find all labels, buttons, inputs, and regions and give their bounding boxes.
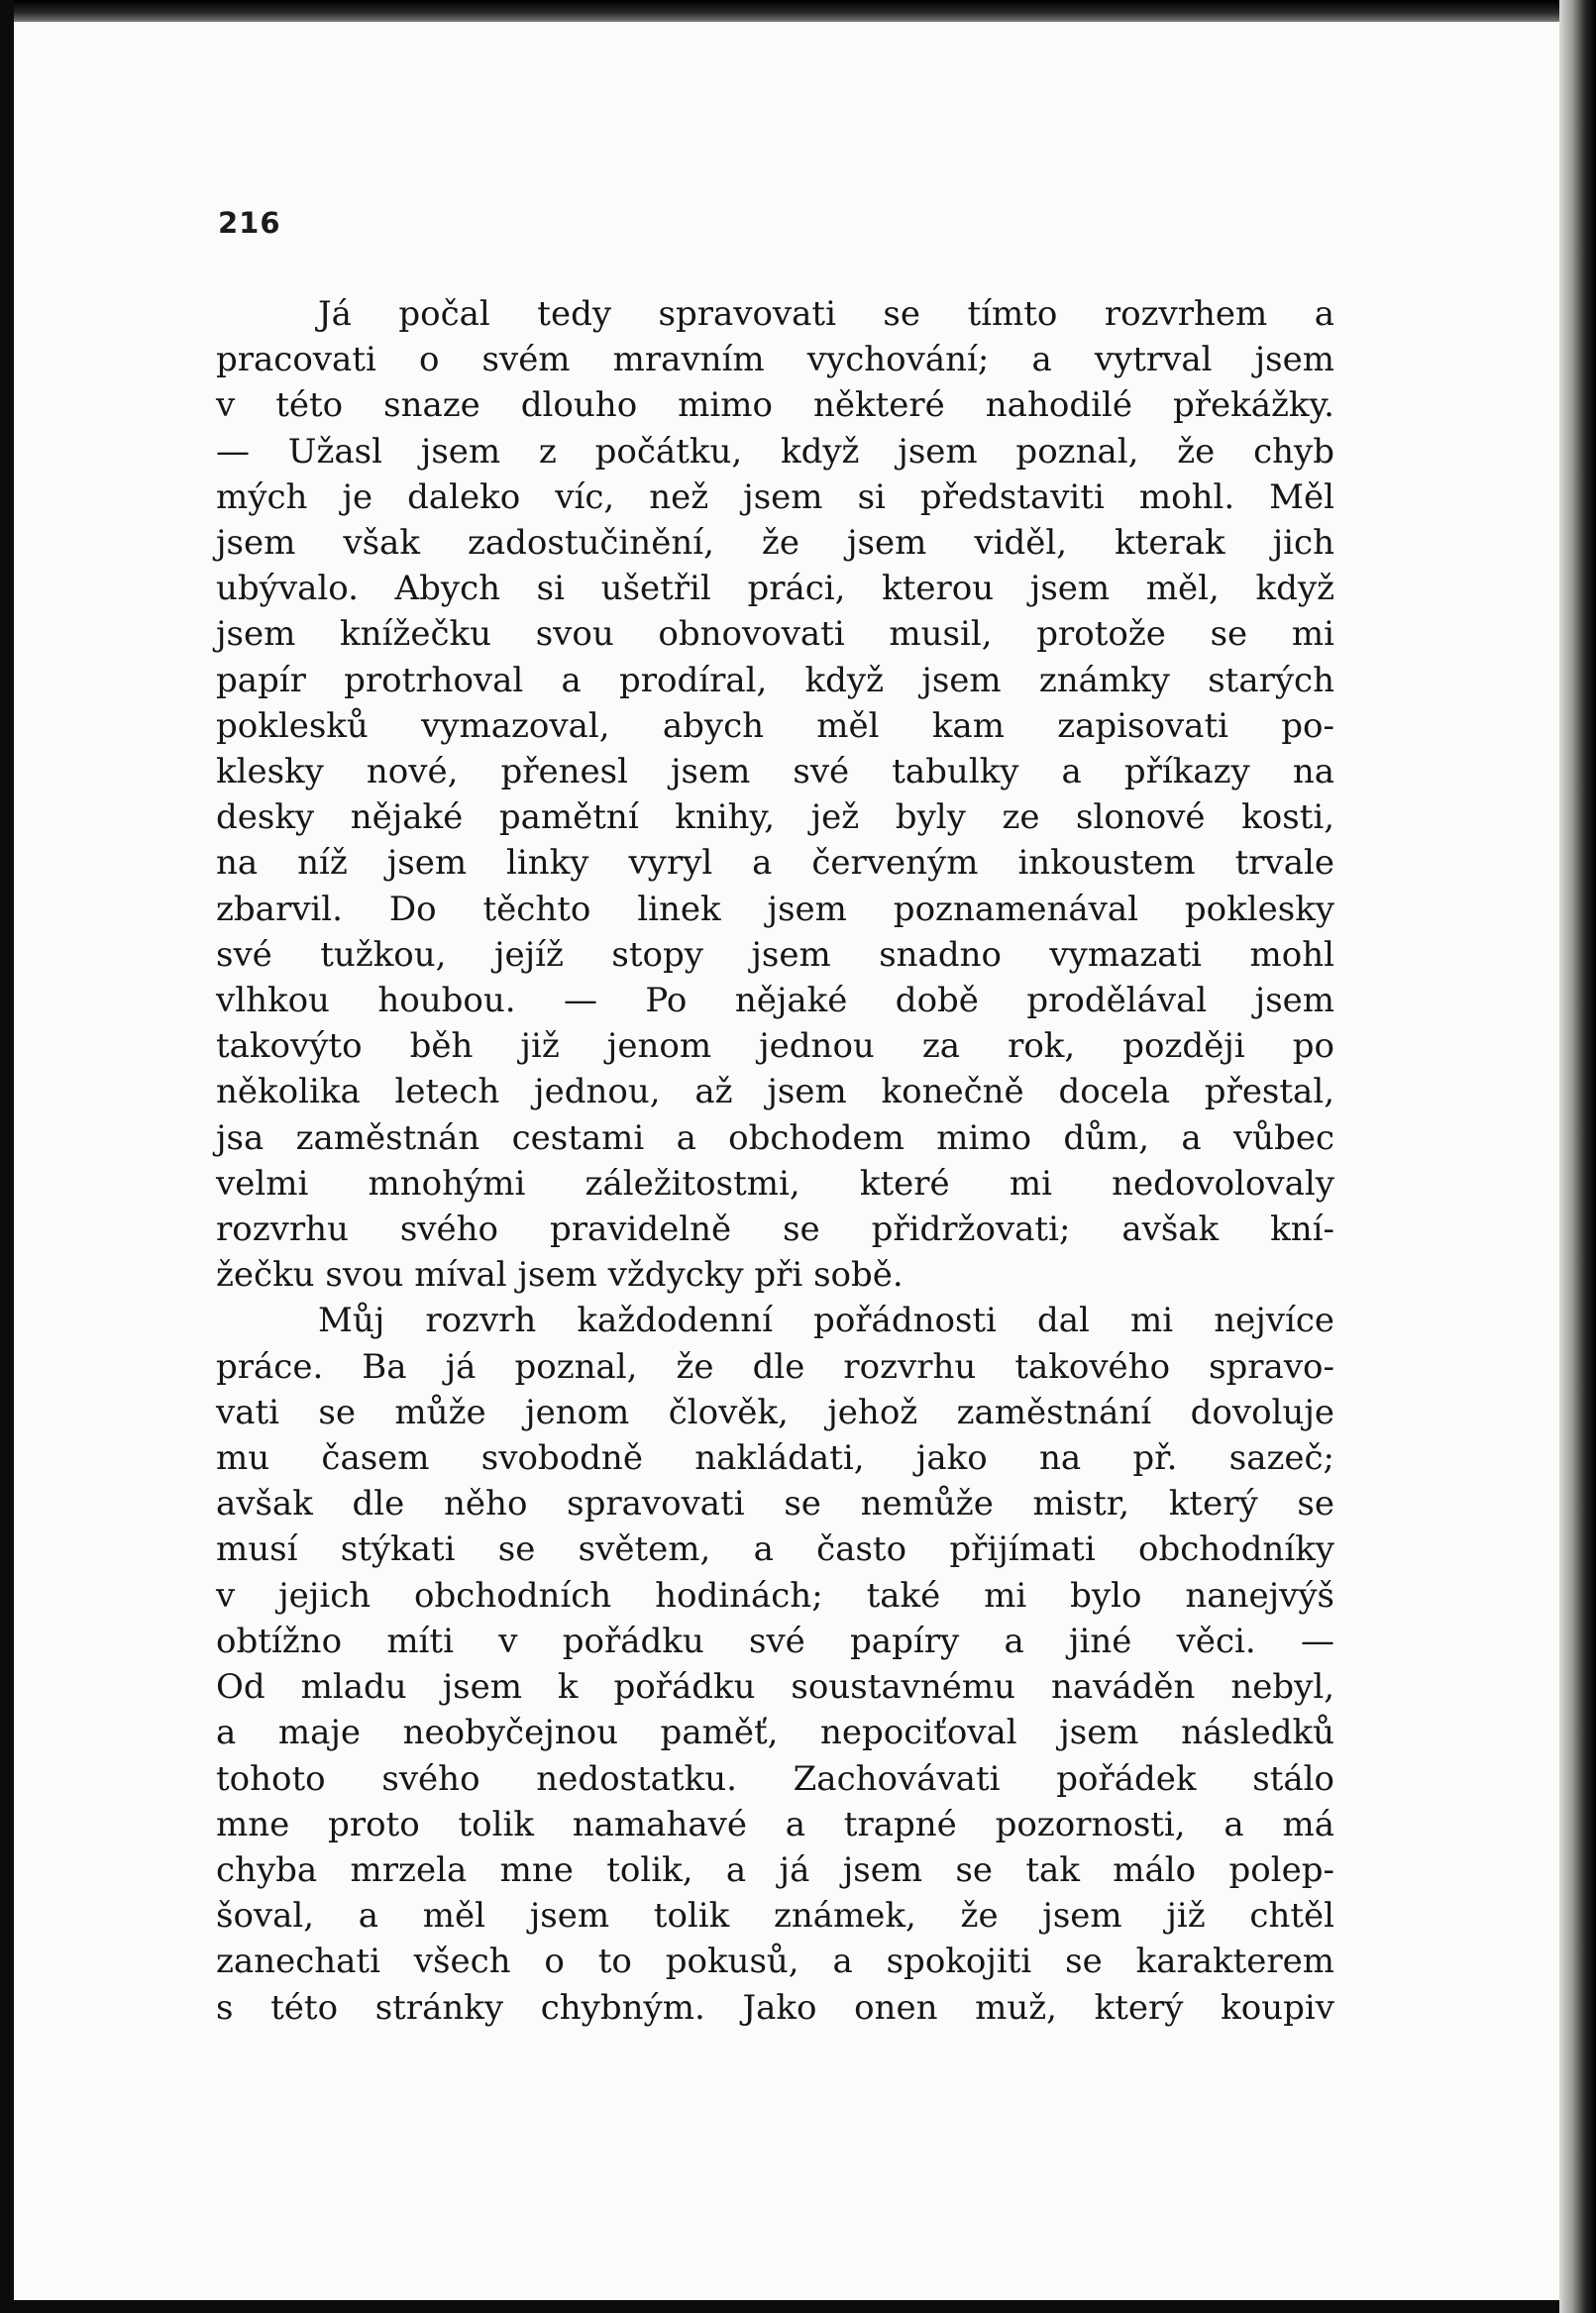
- book-page: [14, 22, 1559, 2300]
- text-line: žečku svou míval jsem vždycky při sobě.: [216, 1255, 904, 1296]
- scan-edge-top: [0, 0, 1596, 22]
- text-line: na níž jsem linky vyryl a červeným inkoustem trvale: [216, 843, 1334, 884]
- page-number: 216: [218, 206, 281, 240]
- text-line: ubývalo. Abych si ušetřil práci, kterou jsem měl, když: [216, 569, 1334, 609]
- text-line: mu časem svobodně nakládati, jako na př. sazeč;: [216, 1438, 1334, 1479]
- text-line: jsem však zadostučinění, že jsem viděl, kterak jich: [216, 523, 1334, 564]
- scan-edge-right: [1559, 0, 1596, 2313]
- text-line: chyba mrzela mne tolik, a já jsem se tak málo polep-: [216, 1849, 1334, 1890]
- text-line: klesky nové, přenesl jsem své tabulky a příkazy na: [216, 752, 1334, 792]
- text-line: své tužkou, jejíž stopy jsem snadno vymazati mohl: [216, 934, 1334, 975]
- text-line: Já počal tedy spravovati se tímto rozvrhem a: [318, 294, 1334, 334]
- text-line: pracovati o svém mravním vychování; a vytrval jsem: [216, 340, 1334, 380]
- text-line: zbarvil. Do těchto linek jsem poznamenával poklesky: [216, 889, 1334, 929]
- scan-edge-left: [0, 0, 14, 2313]
- text-line: tohoto svého nedostatku. Zachovávati pořádek stálo: [216, 1758, 1334, 1799]
- text-line: vati se může jenom člověk, jehož zaměstnání dovoluje: [216, 1392, 1334, 1432]
- text-line: papír protrhoval a prodíral, když jsem známky starých: [216, 660, 1334, 700]
- text-line: rozvrhu svého pravidelně se přidržovati; avšak kní-: [216, 1209, 1334, 1250]
- text-line: — Užasl jsem z počátku, když jsem poznal, že chyb: [216, 431, 1334, 472]
- text-line: s této stránky chybným. Jako onen muž, který koupiv: [216, 1987, 1334, 2028]
- text-line: jsem knížečku svou obnovovati musil, protože se mi: [216, 614, 1334, 655]
- text-line: poklesků vymazoval, abych měl kam zapisovati po-: [216, 705, 1334, 746]
- text-line: avšak dle něho spravovati se nemůže mistr, který se: [216, 1484, 1334, 1524]
- text-line: takovýto běh již jenom jednou za rok, později po: [216, 1026, 1334, 1067]
- text-line: v jejich obchodních hodinách; také mi bylo nanejvýš: [216, 1575, 1334, 1616]
- text-line: velmi mnohými záležitostmi, které mi nedovolovaly: [216, 1163, 1334, 1204]
- text-line: několika letech jednou, až jsem konečně docela přestal,: [216, 1072, 1334, 1112]
- text-line: a maje neobyčejnou paměť, nepociťoval jsem následků: [216, 1713, 1334, 1753]
- text-line: v této snaze dlouho mimo některé nahodilé překážky.: [216, 385, 1334, 426]
- text-line: mne proto tolik namahavé a trapné pozornosti, a má: [216, 1804, 1334, 1844]
- text-line: desky nějaké pamětní knihy, jež byly ze slonové kosti,: [216, 797, 1334, 838]
- text-line: Můj rozvrh každodenní pořádnosti dal mi nejvíce: [318, 1301, 1334, 1341]
- text-line: obtížno míti v pořádku své papíry a jiné věci. —: [216, 1621, 1334, 1661]
- scan-edge-bottom: [0, 2300, 1596, 2313]
- text-line: vlhkou houbou. — Po nějaké době prodělával jsem: [216, 981, 1334, 1021]
- text-line: Od mladu jsem k pořádku soustavnému naváděn nebyl,: [216, 1667, 1334, 1708]
- text-line: jsa zaměstnán cestami a obchodem mimo dům, a vůbec: [216, 1117, 1334, 1158]
- body-text: [216, 291, 1334, 2031]
- text-line: musí stýkati se světem, a často přijímati obchodníky: [216, 1529, 1334, 1570]
- text-line: šoval, a měl jsem tolik známek, že jsem již chtěl: [216, 1896, 1334, 1937]
- text-line: práce. Ba já poznal, že dle rozvrhu takového spravo-: [216, 1346, 1334, 1387]
- text-line: zanechati všech o to pokusů, a spokojiti se karakterem: [216, 1942, 1334, 1982]
- text-line: mých je daleko víc, než jsem si představiti mohl. Měl: [216, 476, 1334, 517]
